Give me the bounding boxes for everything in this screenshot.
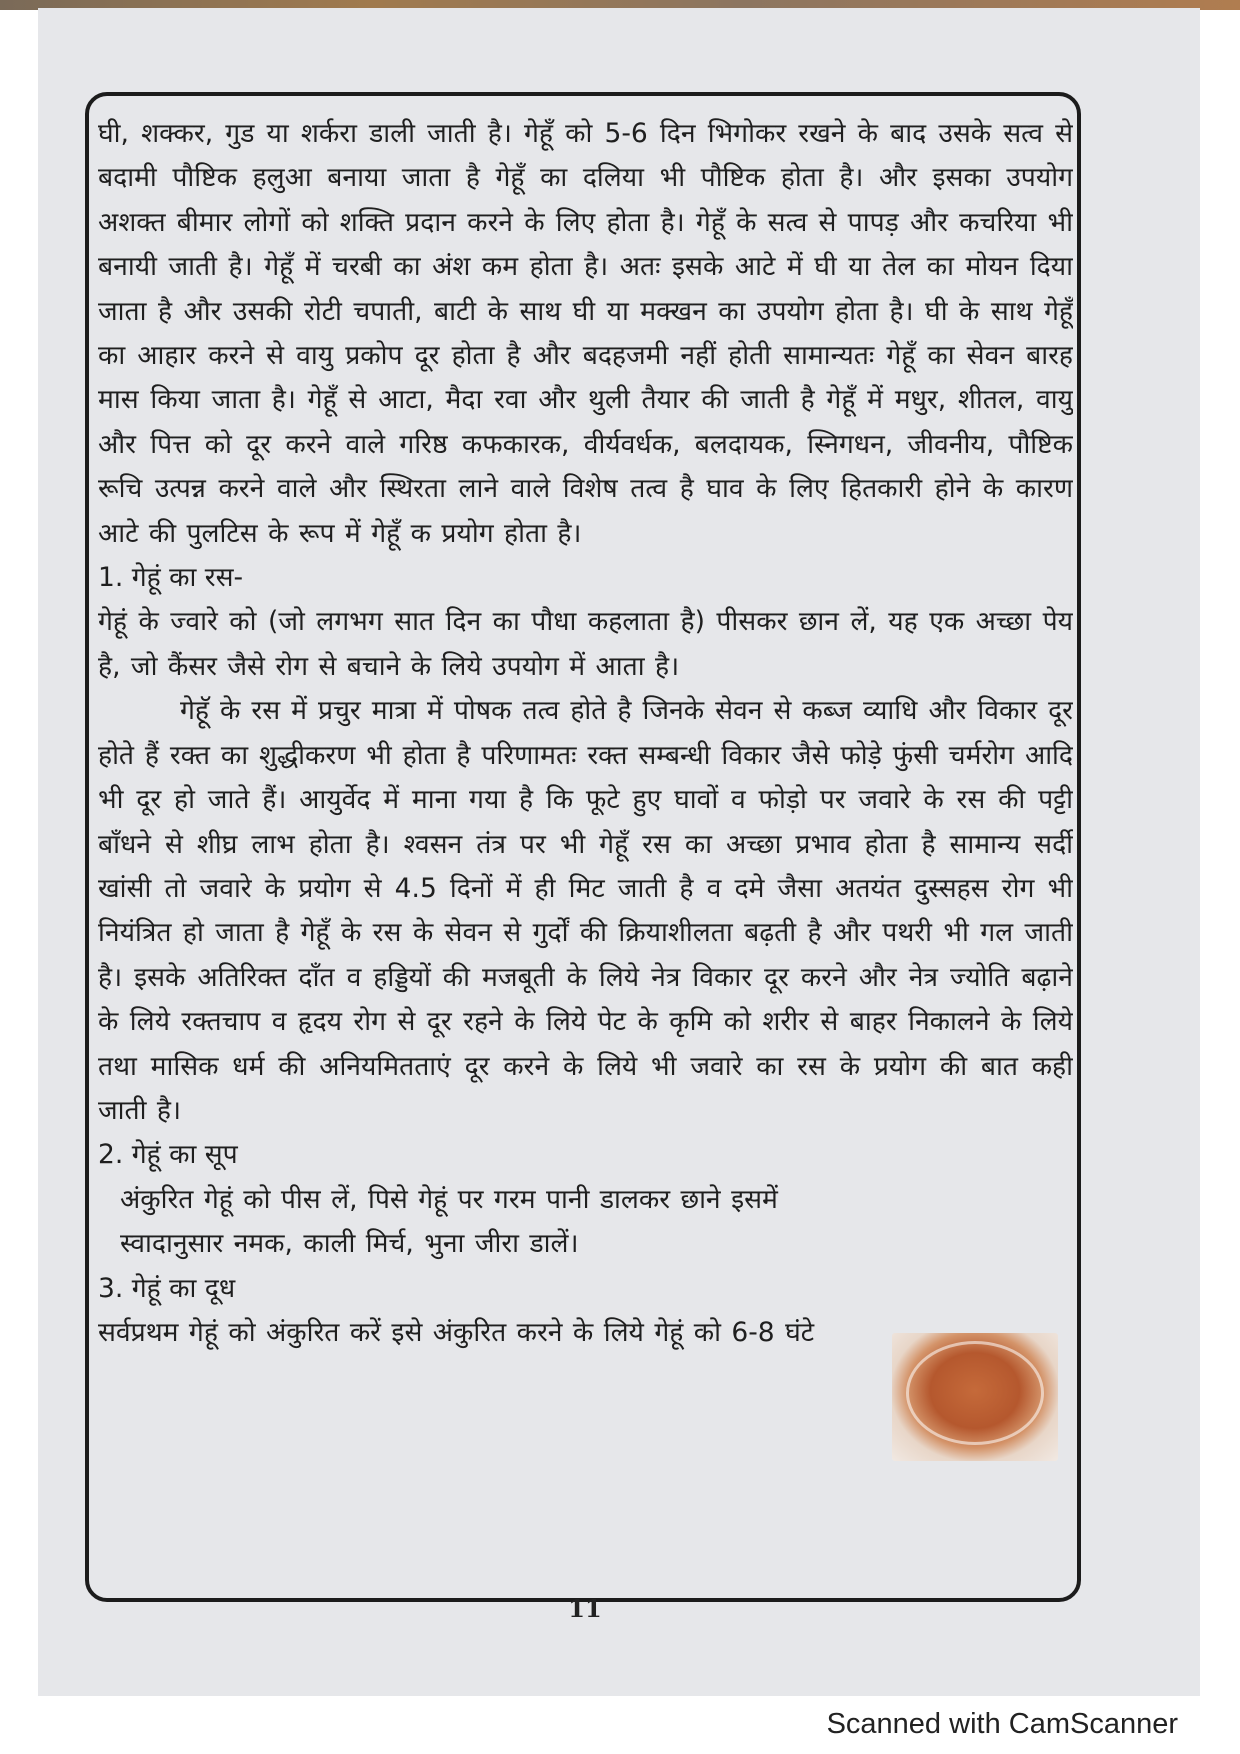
paragraph-milk-recipe: सर्वप्रथम गेहूं को अंकुरित करें इसे अंकुरित करने के लिये गेहूं को 6-8 घंटे: [98, 1316, 815, 1348]
scanner-footer: [0, 1700, 1240, 1754]
heading-wheat-soup: 2. गेहूं का सूप: [98, 1139, 238, 1171]
bowl-rim: [906, 1341, 1044, 1445]
soup-bowl-photo: [892, 1333, 1058, 1461]
heading-wheat-milk: 3. गेहूं का दूध: [98, 1272, 236, 1304]
page-number: 11: [568, 1594, 602, 1623]
paragraph-wheat-uses: घी, शक्कर, गुड या शर्करा डाली जाती है। गेहूँ को 5-6 दिन भिगोकर रखने के बाद उसके सत्व से बदामी पौष्टिक हलुआ बनाया जाता है गेहूँ का दलिया भी पौष्टिक होता है। और इसका उपयोग अशक्त बीमार लोगों को शक्ति प्रदान करने के लिए होता है। गेहूँ के सत्व से पापड़ और कचरिया भी बनायी जाती है। गेहूँ में चरबी का अंश कम होता है। अतः इसके आटे में घी या तेल का मोयन दिया जाता है और उसकी रोटी चपाती, बाटी के साथ घी या मक्खन का उपयोग होता है। घी के साथ गेहूँ का आहार करने से वायु प्रकोप दूर होता है और बदहजमी नहीं होती सामान्यतः गेहूँ का सेवन बारह मास किया जाता है। गेहूँ से आटा, मैदा रवा और थुली तैयार की जाती है गेहूँ में मधुर, शीतल, वायु और पित्त को दूर करने वाले गरिष्ठ कफकारक, वीर्यवर्धक, बलदायक, स्निगधन, जीवनीय, पौष्टिक रूचि उत्पन्न करने वाले और स्थिरता लाने वाले विशेष तत्व है घाव के लिए हितकारी होने के कारण आटे की पुलटिस के रूप में गेहूँ क प्रयोग होता है।: [98, 118, 1073, 549]
paragraph-juice-benefits: गेहॅू के रस में प्रचुर मात्रा में पोषक तत्व होते है जिनके सेवन से कब्ज व्याधि और विकार दूर होते हैं रक्त का शुद्धीकरण भी होता है परिणामतः रक्त सम्बन्धी विकार जैसे फोड़े फुंसी चर्मरोग आदि भी दूर हो जाते हैं। आयुर्वेद में माना गया है कि फूटे हुए घावों व फोड़ो पर जवारे के रस की पट्टी बाँधने से शीघ्र लाभ होता है। श्वसन तंत्र पर भी गेहूँ रस का अच्छा प्रभाव होता है सामान्य सर्दी खांसी तो जवारे के प्रयोग से 4.5 दिनों में ही मिट जाती है व दमे जैसा अतयंत दुस्सहस रोग भी नियंत्रित हो जाता है गेहूँ के रस के सेवन से गुर्दों की क्रियाशीलता बढ़ती है और पथरी भी गल जाती है। इसके अतिरिक्त दाँत व हड्डियों की मजबूती के लिये नेत्र विकार दूर करने और नेत्र ज्योति बढ़ाने के लिये रक्तचाप व हृदय रोग से दूर रहने के लिये पेट के कृमि को शरीर से बाहर निकालने के लिये तथा मासिक धर्म की अनियमितताएं दूर करने के लिये भी जवारे का रस के प्रयोग की बात कही जाती है।: [98, 695, 1073, 1126]
scanner-watermark: Scanned with CamScanner: [826, 1708, 1178, 1740]
paragraph-soup-recipe: अंकुरित गेहूं को पीस लें, पिसे गेहूं पर गरम पानी डालकर छाने इसमें स्वादानुसार नमक, काली मिर्च, भुना जीरा डालें।: [120, 1183, 778, 1260]
paragraph-wheatgrass-drink: गेहूं के ज्वारे को (जो लगभग सात दिन का पौधा कहलाता है) पीसकर छान लें, यह एक अच्छा पेय है, जो कैंसर जैसे रोग से बचाने के लिये उपयोग में आता है।: [98, 606, 1073, 682]
heading-wheat-juice: 1. गेहूं का रस-: [98, 562, 244, 594]
